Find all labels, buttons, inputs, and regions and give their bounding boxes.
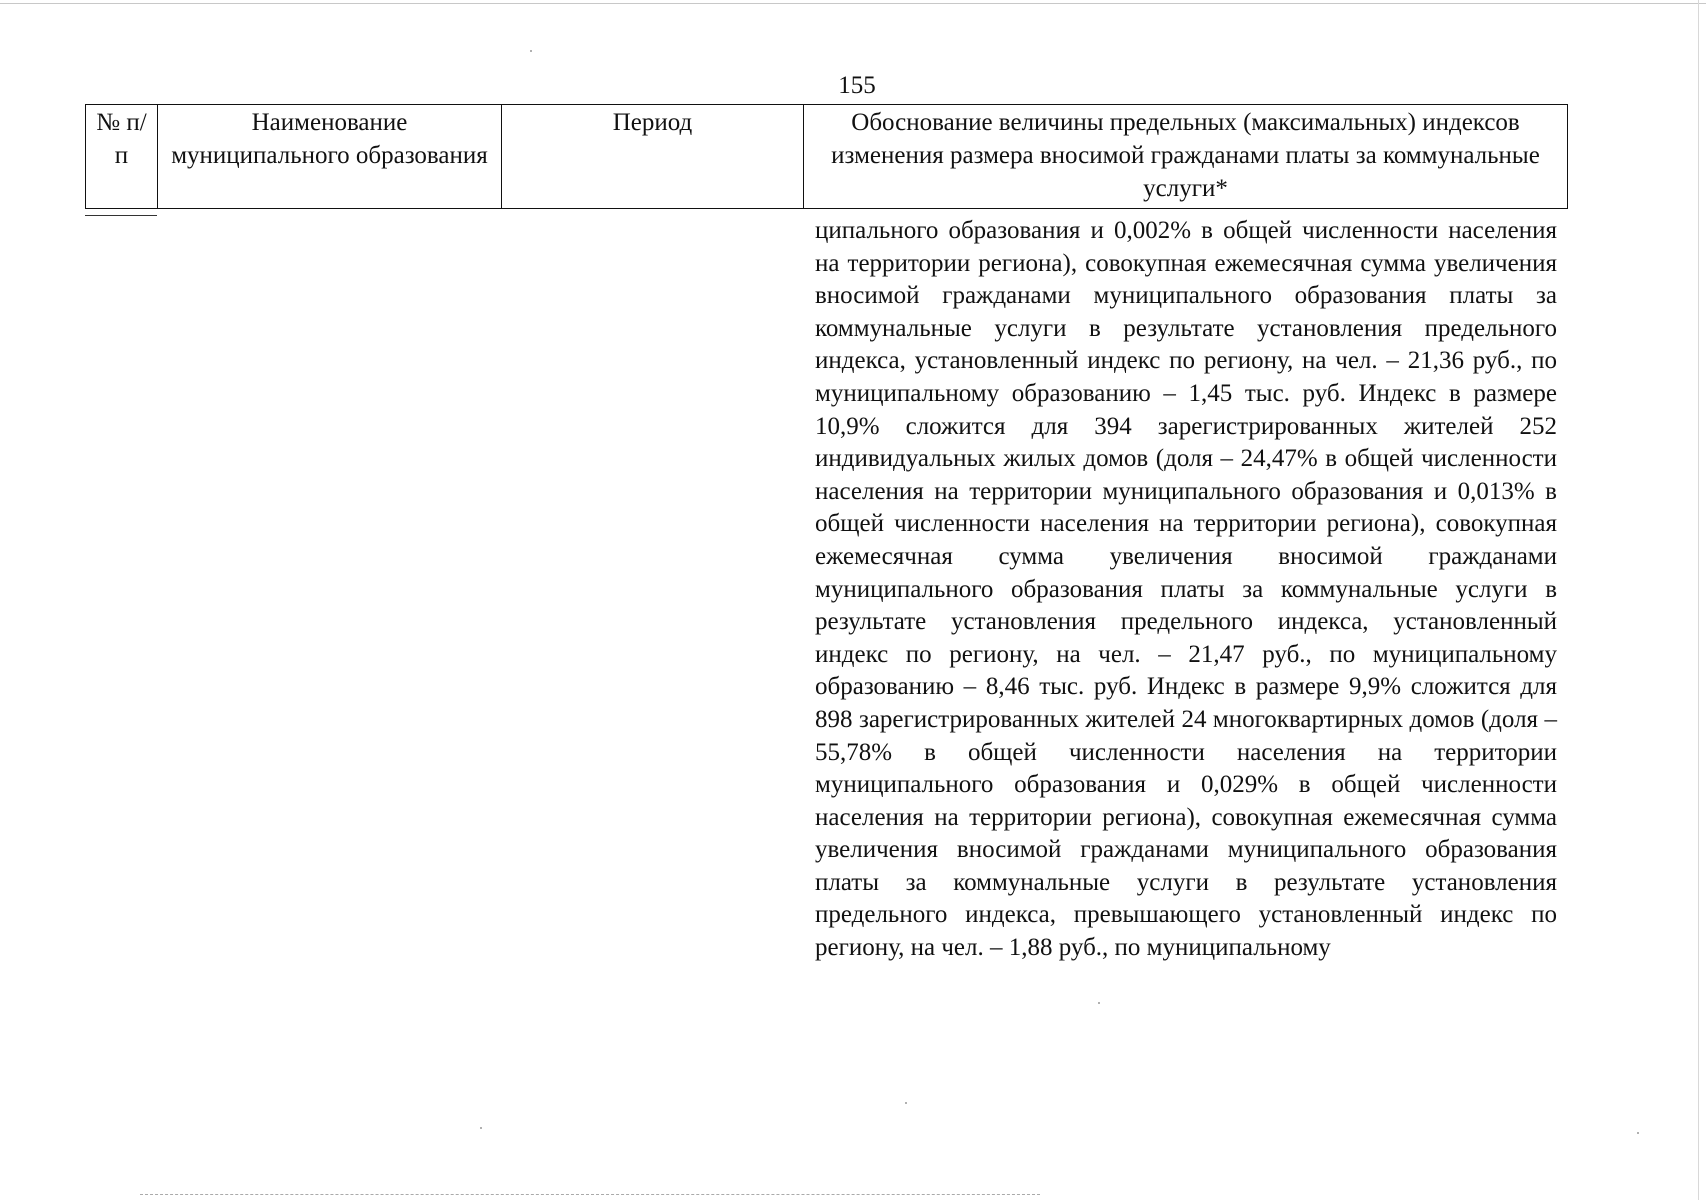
scan-speck — [530, 50, 532, 52]
scan-speck — [1637, 1132, 1639, 1134]
page-number: 155 — [838, 72, 876, 99]
scan-border-bottom — [140, 1194, 1040, 1195]
table-header — [85, 104, 1568, 209]
scan-border-right — [1698, 0, 1699, 1200]
scan-speck — [480, 1127, 482, 1129]
scan-speck — [1098, 1002, 1100, 1004]
header-justification: Обоснование величины предельных (максимальных) индексов изменения размера вносимой гражданами платы за коммунальные услуги* — [804, 105, 1568, 209]
header-number: № п/п — [86, 105, 158, 209]
scan-border-top — [0, 3, 1706, 4]
justification-text: ципального образования и 0,002% в общей численности населения на территории региона), совокупная ежемесячная сумма увеличения вносимой гражданами муниципального образования платы за коммунальные услуги в результате установления предельного индекса, установленный индекс по региону, на чел. – 21,36 руб., по муниципальному образованию – 1,45 тыс. руб. Индекс в размере 10,9% сложится для 394 зарегистрированных жителей 252 индивидуальных жилых домов (доля – 24,47% в общей численности населения на территории муниципального образования и 0,013% в общей численности населения на территории региона), совокупная ежемесячная сумма увеличения вносимой гражданами муниципального образования платы за коммунальные услуги в результате установления предельного индекса, установленный индекс по региону, на чел. – 21,47 руб., по муниципальному образованию – 8,46 тыс. руб. Индекс в размере 9,9% сложится для 898 зарегистрированных жителей 24 многоквартирных домов (доля – 55,78% в общей численности населения на территории муниципального образования и 0,029% в общей численности населения на территории региона), совокупная ежемесячная сумма увеличения вносимой гражданами муниципального образования платы за коммунальные услуги в результате установления предельного индекса, превышающего установленный индекс по региону, на чел. – 1,88 руб., по муниципальному — [815, 217, 1557, 962]
body-rule — [85, 215, 157, 216]
scan-speck — [905, 1102, 907, 1104]
header-municipality: Наименование муниципального образования — [158, 105, 502, 209]
table-header-row — [86, 105, 1568, 209]
header-period: Период — [502, 105, 804, 209]
